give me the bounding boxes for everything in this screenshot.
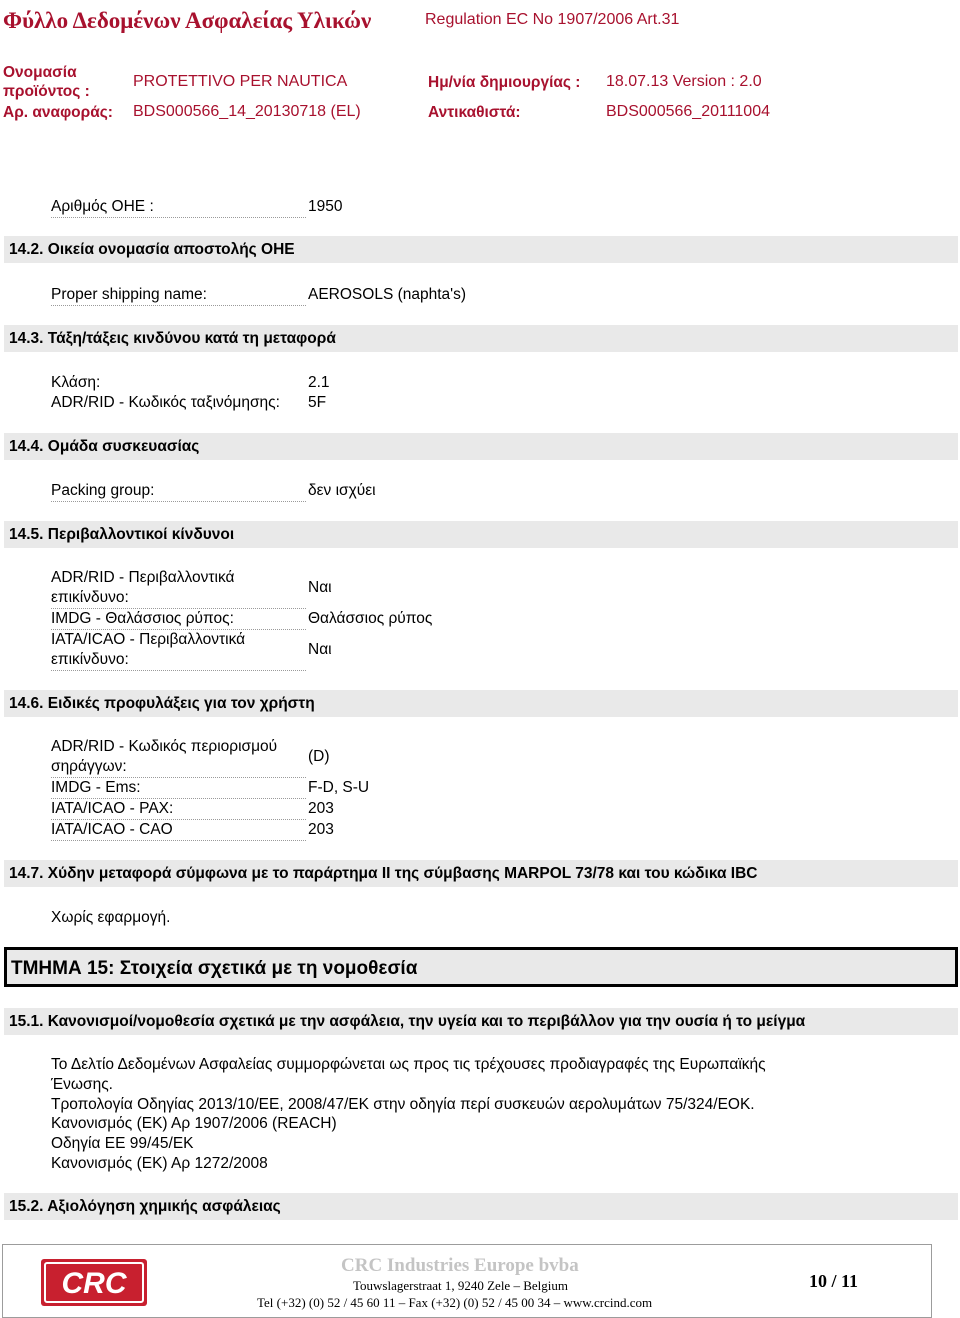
regulation-line: Το Δελτίο Δεδομένων Ασφαλείας συμμορφώνεται ως προς τις τρέχουσες προδιαγραφές της Ευρωπαϊκής [51, 1056, 766, 1073]
section-15-title: ΤΜΗΜΑ 15: Στοιχεία σχετικά με τη νομοθεσία [11, 958, 418, 979]
section-14-7-title: 14.7. Χύδην μεταφορά σύμφωνα με το παράρτημα II της σύμβασης MARPOL 73/78 και του κώδικα IBC [9, 865, 758, 882]
iata-env-label [51, 630, 306, 671]
footer-company: CRC Industries Europe bvba [341, 1255, 579, 1276]
packing-group-label: Packing group: [51, 481, 306, 502]
document-title: Φύλλο Δεδομένων Ασφαλείας Υλικών [3, 8, 372, 33]
product-name-label-1: Ονομασία [3, 64, 77, 81]
replaces-value: BDS000566_20111004 [606, 103, 770, 120]
section-14-3-title: 14.3. Τάξη/τάξεις κινδύνου κατά τη μεταφορά [9, 330, 336, 347]
classification-code-value: 5F [308, 394, 327, 411]
section-14-6-header [4, 690, 958, 717]
shipping-name-value: AEROSOLS (naphta's) [308, 286, 467, 303]
tunnel-code-value: (D) [308, 748, 330, 765]
iata-env-value: Ναι [308, 641, 332, 658]
cao-label: IATA/ICAO - CAO [51, 820, 306, 841]
adr-env-label-line-1: ADR/RID - Περιβαλλοντικά [51, 569, 235, 586]
adr-env-label [51, 568, 306, 609]
section-15-header [4, 947, 958, 987]
footer-address: Touwslagerstraat 1, 9240 Zele – Belgium [353, 1278, 568, 1293]
marpol-text: Χωρίς εφαρμογή. [51, 909, 171, 926]
imdg-pollutant-value: Θαλάσσιος ρύπος [308, 610, 433, 627]
pax-value: 203 [308, 800, 334, 817]
crc-logo [41, 1259, 147, 1306]
regulation-reference: Regulation EC No 1907/2006 Art.31 [425, 11, 680, 28]
un-number-label: Αριθμός ΟΗΕ : [51, 197, 306, 218]
classification-code-label: ADR/RID - Κωδικός ταξινόμησης: [51, 394, 280, 411]
ref-value: BDS000566_14_20130718 (EL) [133, 103, 361, 120]
tunnel-code-label-line-2: σηράγγων: [51, 758, 127, 775]
footer-contact: Tel (+32) (0) 52 / 45 60 11 – Fax (+32) (0) 52 / 45 00 34 – www.crcind.com [257, 1295, 653, 1310]
ref-label: Αρ. αναφοράς: [3, 104, 113, 121]
crc-logo-text: CRC [61, 1267, 127, 1300]
class-value: 2.1 [308, 374, 330, 391]
date-value: 18.07.13 Version : 2.0 [606, 73, 762, 90]
iata-env-label-line-2: επικίνδυνο: [51, 651, 129, 668]
page-footer [2, 1244, 932, 1318]
adr-env-label-line-2: επικίνδυνο: [51, 589, 129, 606]
section-14-2-header [4, 236, 958, 263]
regulation-line: Κανονισμός (ΕΚ) Αρ 1272/2008 [51, 1155, 268, 1172]
adr-env-value: Ναι [308, 579, 332, 596]
section-14-5-header [4, 521, 958, 548]
regulation-line: Οδηγία ΕΕ 99/45/ΕΚ [51, 1135, 194, 1152]
page-header [0, 0, 960, 138]
date-label: Ημ/νία δημιουργίας : [428, 74, 581, 91]
section-15-2-header [4, 1193, 958, 1220]
shipping-name-label: Proper shipping name: [51, 285, 306, 306]
iata-env-label-line-1: IATA/ICAO - Περιβαλλοντικά [51, 631, 246, 648]
replaces-label: Αντικαθιστά: [428, 104, 521, 121]
regulation-line: Τροπολογία Οδηγίας 2013/10/ΕΕ, 2008/47/ΕΚ στην οδηγία περί συσκευών αερολυμάτων 75/324/ΕΟΚ. [51, 1096, 755, 1113]
pax-label: IATA/ICAO - PAX: [51, 799, 306, 820]
product-name-label-2: προϊόντος : [3, 83, 90, 100]
section-15-1-title: 15.1. Κανονισμοί/νομοθεσία σχετικά με την ασφάλεια, την υγεία και το περιβάλλον για την ουσία ή το μείγμα [9, 1013, 806, 1030]
ems-label: IMDG - Ems: [51, 778, 306, 799]
regulation-line: Κανονισμός (ΕΚ) Αρ 1907/2006 (REACH) [51, 1115, 337, 1132]
section-14-5-title: 14.5. Περιβαλλοντικοί κίνδυνοι [9, 526, 235, 543]
section-14-6-title: 14.6. Ειδικές προφυλάξεις για τον χρήστη [9, 695, 315, 712]
section-14-3-header [4, 325, 958, 352]
section-15-2-title: 15.2. Αξιολόγηση χημικής ασφάλειας [9, 1198, 281, 1215]
ems-value: F-D, S-U [308, 779, 370, 796]
section-14-4-header [4, 433, 958, 460]
un-number-value: 1950 [308, 198, 343, 215]
section-14-4-title: 14.4. Ομάδα συσκευασίας [9, 438, 200, 455]
packing-group-value: δεν ισχύει [308, 482, 376, 499]
section-14-2-title: 14.2. Οικεία ονομασία αποστολής ΟΗΕ [9, 241, 295, 258]
product-name-value: PROTETTIVO PER NAUTICA [133, 73, 348, 90]
tunnel-code-label [51, 737, 306, 778]
section-14-7-header [4, 860, 958, 887]
page-number: 10 / 11 [809, 1271, 859, 1291]
class-label: Κλάση: [51, 374, 101, 391]
regulation-line: Ένωσης. [51, 1076, 113, 1093]
section-15-1-header [4, 1008, 958, 1035]
imdg-pollutant-label: IMDG - Θαλάσσιος ρύπος: [51, 609, 306, 630]
cao-value: 203 [308, 821, 334, 838]
tunnel-code-label-line-1: ADR/RID - Κωδικός περιορισμού [51, 738, 278, 755]
